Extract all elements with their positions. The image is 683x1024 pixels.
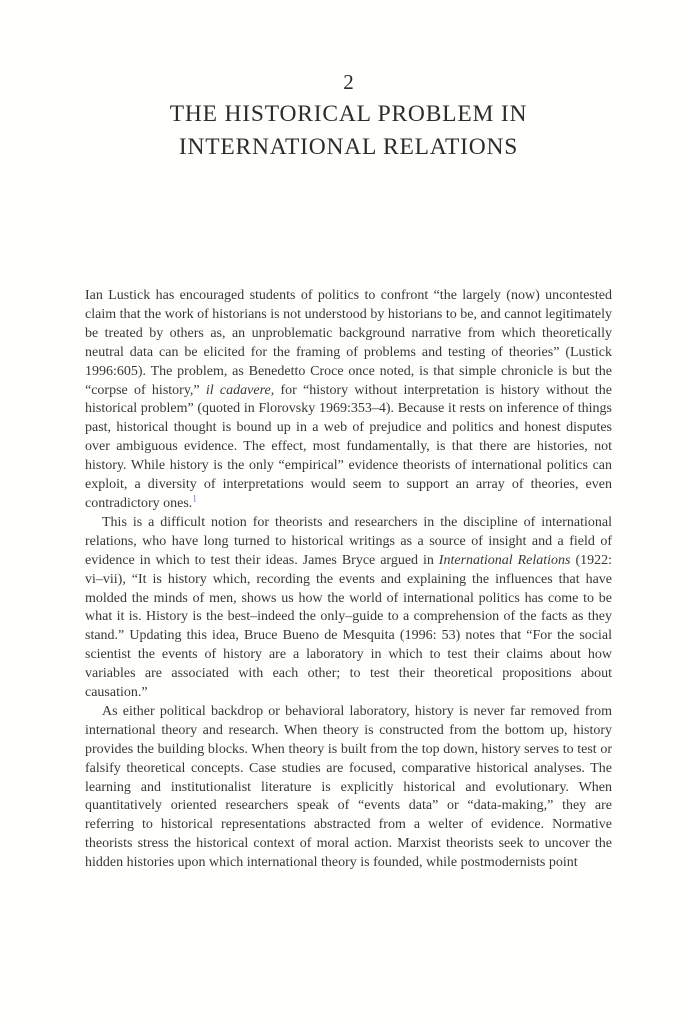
footnote-ref-1[interactable]: 1 xyxy=(192,494,198,505)
chapter-title-line-1: THE HISTORICAL PROBLEM IN xyxy=(169,101,528,127)
text-run: Ian Lustick has encouraged students of politics to confront “the largely (now) uncontested claim that the work of historians is not understood by historians to be, and cannot legitimately be treated by others as, an unproblematic background narrative from which theoretically neutral data can be elicited for the framing of problems and testing of theories” (Lustick 1996:605). The problem, as Benedetto Croce once noted, is that simple chronicle is but the “corpse of history,” xyxy=(85,288,612,398)
text-run: This is a difficult notion for theorists and researchers in the discipline of international relations, who have long turned to historical writings as a source of insight and a field of evidence in which to test their ideas. James Bryce argued in xyxy=(85,514,612,568)
chapter-title-line-2: INTERNATIONAL RELATIONS xyxy=(178,134,519,160)
paragraph-2 xyxy=(85,514,612,703)
text-run: for “history without interpretation is history without the historical problem” (quoted in Florovsky 1969:353–4). Because it rests on inference of things past, historical thought is bound up in a web of prejudice and politics and honest disputes over ambiguous evidence. The effect, most fundamentally, is that there are histories, not history. While history is the only “empirical” evidence theorists of international politics can exploit, a diversity of interpretations would seem to support an array of theories, even contradictory ones. xyxy=(85,382,613,511)
paragraph-1 xyxy=(85,287,612,514)
text-run: As either political backdrop or behavioral laboratory, history is never far removed from international theory and research. When theory is constructed from the bottom up, history provides the building blocks. When theory is built from the top down, history serves to test or falsify theoretical concepts. Case studies are focused, comparative historical analyses. The learning and institutionalist literature is explicitly historical and evolutionary. When quantitatively oriented researchers speak of “events data” or “data-making,” they are referring to historical representations abstracted from a welter of evidence. Normative theorists stress the historical context of moral action. Marxist theorists seek to uncover the hidden histories upon which international theory is founded, while postmodernists point xyxy=(85,703,612,871)
chapter-title xyxy=(85,98,612,164)
text-run: (1922: vi–vii), “It is history which, recording the events and explaining the influences that have molded the minds of men, shows us how the world of international politics has come to be what it is. History is the best–indeed the only–guide to a comprehension of the facts as they stand.” Updating this idea, Bruce Bueno de Mesquita (1996: 53) notes that “For the social scientist the events of history are a laboratory in which to test their claims about how variables are associated with each other; to test their theoretical propositions about causation.” xyxy=(85,552,613,701)
italic-text: International Relations xyxy=(438,552,571,568)
chapter-number: 2 xyxy=(343,70,354,94)
chapter-header xyxy=(85,0,612,164)
body-text xyxy=(85,287,612,873)
italic-text: il cadavere, xyxy=(205,382,275,398)
paragraph-3 xyxy=(85,703,612,873)
